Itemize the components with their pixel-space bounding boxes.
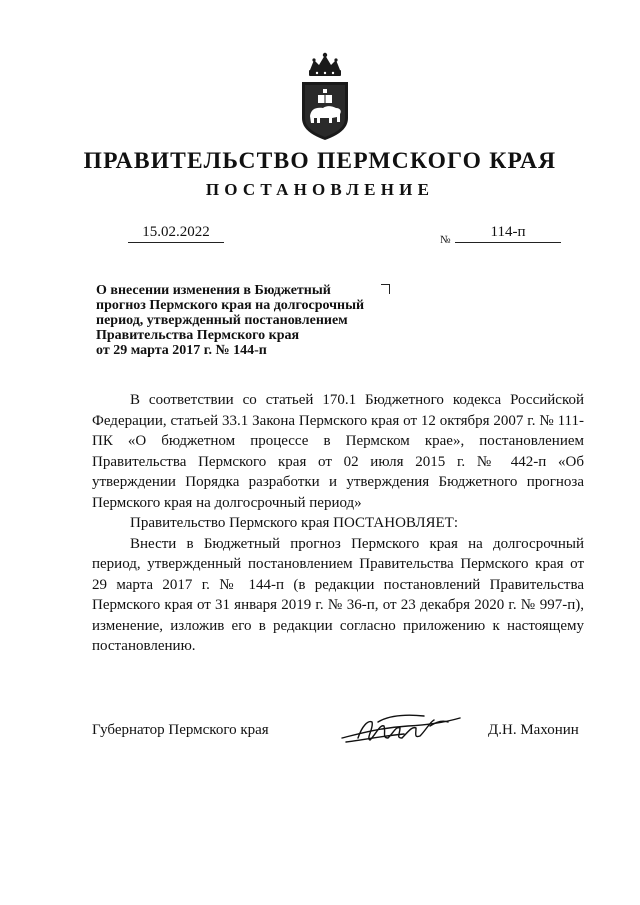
title-line: Правительства Пермского края xyxy=(96,328,300,343)
handwritten-signature-icon xyxy=(338,708,464,754)
body-paragraph: В соответствии со статьей 170.1 Бюджетного кодекса Российской Федерации, статьей 33.1 Закона Пермского края от 12 октября 2007 г. № 111-ПК «О бюджетном процессе в Пермском крае», постановлением Правительства Пермского края от 02 июля 2015 г. № 442-п «Об утверждении Порядка разработки и утверждения Бюджетного прогноза Пермского края на долгосрочный период» xyxy=(92,392,584,511)
document-title xyxy=(96,283,416,358)
signature-block xyxy=(0,720,640,760)
title-line: прогноз Пермского края на долгосрочный xyxy=(96,298,365,313)
body-paragraph: Правительство Пермского края ПОСТАНОВЛЯЕТ: xyxy=(130,515,459,531)
document-date: 15.02.2022 xyxy=(128,224,224,243)
document-type: ПОСТАНОВЛЕНИЕ xyxy=(205,180,435,199)
number-sign: № xyxy=(440,234,451,246)
title-line: период, утвержденный постановлением xyxy=(96,313,348,328)
document-body xyxy=(92,390,584,657)
title-line: О внесении изменения в Бюджетный xyxy=(96,283,331,298)
signatory-name: Д.Н. Махонин xyxy=(488,722,579,738)
government-title: ПРАВИТЕЛЬСТВО ПЕРМСКОГО КРАЯ xyxy=(83,148,557,174)
title-corner-mark xyxy=(381,284,390,294)
title-line: от 29 марта 2017 г. № 144-п xyxy=(96,343,267,358)
document-number: 114-п xyxy=(455,224,561,243)
signatory-position: Губернатор Пермского края xyxy=(92,722,269,738)
coat-of-arms-icon xyxy=(296,52,354,142)
body-paragraph: Внести в Бюджетный прогноз Пермского края на долгосрочный период, утвержденный постановлением Правительства Пермского края от 29 марта 2017 г. № 144-п (в редакции постановлений Правительства Пермского края от 31 января 2019 г. № 36-п, от 23 декабря 2020 г. № 997-п), изменение, изложив его в редакции согласно приложению к настоящему постановлению. xyxy=(92,535,584,654)
